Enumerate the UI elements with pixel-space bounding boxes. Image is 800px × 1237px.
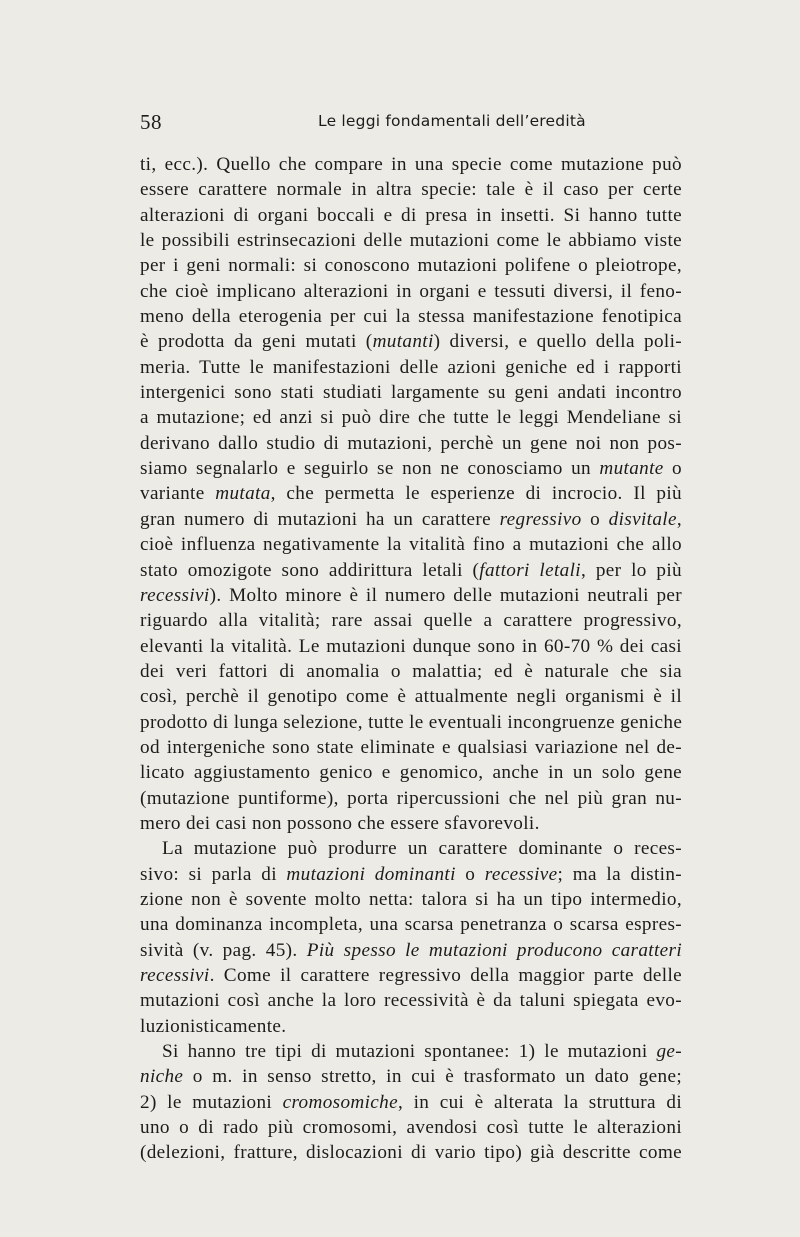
text-span: ) diversi, e quello della poli-	[433, 331, 682, 353]
italic-span: ge-	[656, 1041, 682, 1063]
text-line: per i geni normali: si conoscono mutazioni polifene o pleiotrope,	[140, 255, 682, 277]
text-span: ,	[676, 508, 682, 530]
text-line	[140, 507, 682, 532]
text-line	[140, 456, 682, 481]
text-line: ti, ecc.). Quello che compare in una specie come mutazione può	[140, 154, 682, 175]
page-header	[0, 108, 800, 138]
italic-span: disvitale	[608, 508, 677, 530]
text-line: luzionisticamente.	[140, 1015, 287, 1037]
text-line: od intergeniche sono state eliminate e qualsiasi variazione nel de-	[140, 736, 682, 758]
text-span: o	[455, 863, 485, 885]
text-line: a mutazione; ed anzi si può dire che tutte le leggi Mendeliane si	[140, 407, 682, 429]
text-span: o	[663, 458, 682, 480]
text-line: intergenici sono stati studiati largamente su geni andati incontro	[140, 382, 682, 404]
text-span: Si hanno tre tipi di mutazioni spontanee: 1) le mutazioni	[162, 1041, 657, 1063]
text-span: o m. in senso stretto, in cui è trasformato un dato gene;	[183, 1066, 682, 1088]
italic-span: Più spesso le mutazioni producono caratteri	[306, 939, 682, 961]
text-line: le possibili estrinsecazioni delle mutazioni come le abbiamo viste	[140, 230, 682, 252]
text-line	[140, 583, 682, 608]
text-span: siamo segnalarlo e seguirlo se non ne conosciamo un	[140, 458, 600, 480]
text-line: prodotto di lunga selezione, tutte le eventuali incongruenze geniche	[140, 711, 682, 733]
text-line	[140, 1064, 682, 1089]
text-line: così, perchè il genotipo come è attualmente negli organismi è il	[140, 686, 682, 708]
text-line: riguardo alla vitalità; rare assai quelle a carattere progressivo,	[140, 610, 682, 632]
text-line: meria. Tutte le manifestazioni delle azioni geniche ed i rapporti	[140, 356, 682, 378]
text-line: cioè influenza negativamente la vitalità fino a mutazioni che allo	[140, 534, 682, 556]
text-line: mero dei casi non possono che essere sfavorevoli.	[140, 812, 540, 834]
text-span: variante	[140, 483, 216, 505]
italic-span: recessivi	[140, 965, 210, 986]
page-number: 58	[140, 110, 162, 134]
text-line: che cioè implicano alterazioni in organi e tessuti diversi, il feno-	[140, 280, 682, 302]
text-line	[140, 963, 682, 988]
text-span: , per lo più	[580, 559, 682, 581]
italic-span: recessive	[484, 863, 558, 885]
italic-span: fattori letali	[479, 559, 581, 581]
text-line: mutazioni così anche la loro recessività è da taluni spiegata evo-	[140, 990, 682, 1012]
italic-span: mutante	[599, 458, 664, 480]
italic-span: recessivi	[140, 584, 210, 606]
running-title: Le leggi fondamentali dell’eredità	[318, 112, 586, 130]
text-line: La mutazione può produrre un carattere dominante o reces-	[162, 838, 682, 860]
text-line	[140, 1039, 682, 1064]
text-line	[140, 558, 682, 583]
text-line	[140, 1090, 682, 1115]
text-line: zione non è sovente molto netta: talora si ha un tipo intermedio,	[140, 888, 682, 910]
text-line: alterazioni di organi boccali e di presa in insetti. Si hanno tutte	[140, 204, 682, 226]
italic-span: mutata	[215, 483, 271, 505]
text-line: (delezioni, fratture, dislocazioni di vario tipo) già descritte come	[140, 1142, 682, 1164]
text-span: stato omozigote sono addirittura letali (	[140, 559, 480, 581]
text-line: una dominanza incompleta, una scarsa penetranza o scarsa espres-	[140, 914, 682, 936]
text-span: ; ma la distin-	[557, 863, 682, 885]
text-span: . Come il carattere regressivo della maggior parte delle	[209, 965, 682, 986]
text-line: uno o di rado più cromosomi, avendosi così tutte le alterazioni	[140, 1117, 682, 1139]
text-span: sivo: si parla di	[140, 863, 287, 885]
text-span: sività (v. pag. 45).	[140, 939, 307, 961]
text-span: 2) le mutazioni	[140, 1091, 283, 1113]
italic-span: cromosomiche	[282, 1091, 398, 1113]
text-line: derivano dallo studio di mutazioni, perchè un gene noi non pos-	[140, 432, 682, 454]
text-line: essere carattere normale in altra specie: tale è il caso per certe	[140, 179, 682, 201]
text-line: meno della eterogenia per cui la stessa manifestazione fenotipica	[140, 306, 682, 328]
text-span: gran numero di mutazioni ha un carattere	[140, 508, 500, 530]
text-line	[140, 329, 682, 354]
text-line: licato aggiustamento genico e genomico, anche in un solo gene	[140, 762, 682, 784]
text-line: (mutazione puntiforme), porta ripercussioni che nel più gran nu-	[140, 787, 682, 809]
italic-span: mutanti	[372, 331, 434, 353]
italic-span: mutazioni dominanti	[286, 863, 456, 885]
text-span: o	[581, 508, 609, 530]
text-span: , in cui è alterata la struttura di	[397, 1091, 682, 1113]
text-span: è prodotta da geni mutati (	[140, 331, 373, 353]
body-text	[140, 152, 682, 1166]
text-line: elevanti la vitalità. Le mutazioni dunque sono in 60-70 % dei casi	[140, 635, 682, 657]
italic-span: niche	[140, 1066, 184, 1088]
italic-span: regressivo	[499, 508, 582, 530]
text-line	[140, 481, 682, 506]
text-span: , che permetta le esperienze di incrocio. Il più	[270, 483, 682, 505]
text-line	[140, 862, 682, 887]
text-span: ). Molto minore è il numero delle mutazioni neutrali per	[209, 584, 682, 606]
text-line	[140, 938, 682, 963]
text-line: dei veri fattori di anomalia o malattia; ed è naturale che sia	[140, 660, 682, 682]
